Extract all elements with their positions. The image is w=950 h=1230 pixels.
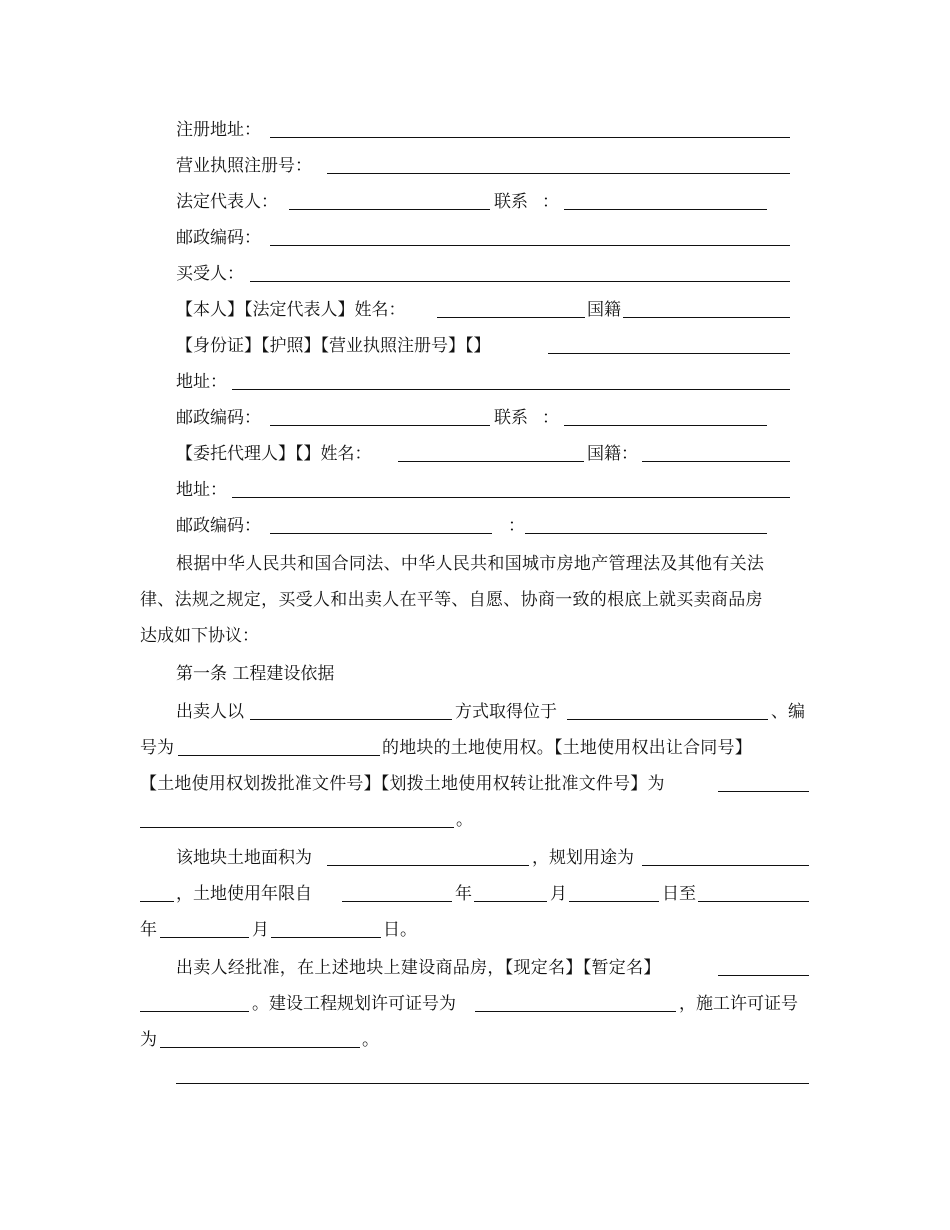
article-1-p3-line2 <box>0 994 950 1014</box>
field-reg-address <box>0 120 950 140</box>
label-agent-colon: ： <box>508 516 525 536</box>
blank-construction-permit[interactable] <box>160 1047 360 1048</box>
label-agent-address: 地址： <box>176 480 227 500</box>
field-postcode <box>0 228 950 248</box>
preamble-text-1: 根据中华人民共和国合同法、中华人民共和国城市房地产管理法及其他有关法 <box>176 554 765 574</box>
field-agent <box>0 444 950 464</box>
article-1-p3-line3 <box>0 1030 950 1050</box>
label-biz-license: 营业执照注册号： <box>176 156 312 176</box>
blank-to-day[interactable] <box>271 937 381 938</box>
label-agent-nationality: 国籍： <box>587 444 638 464</box>
label-buyer-address: 地址： <box>176 372 227 392</box>
label-buyer: 买受人： <box>176 264 244 284</box>
blank-location[interactable] <box>567 719 768 720</box>
blank-approval-no-a[interactable] <box>718 791 809 792</box>
text-land-use-right: 的地块的土地使用权。【土地使用权出让合同号】 <box>382 738 752 758</box>
field-buyer-address <box>0 372 950 392</box>
label-buyer-contact: 联系 <box>494 408 528 428</box>
label-reg-address: 注册地址： <box>176 120 261 140</box>
text-year-1: 年 <box>455 884 472 904</box>
label-contact-colon: ： <box>542 192 559 212</box>
text-month-2: 月 <box>252 920 269 940</box>
article-1-p2-line3 <box>0 920 950 940</box>
article-1-p2-line2 <box>0 884 950 904</box>
text-land-area: 该地块土地面积为 <box>176 848 312 868</box>
blank-biz-license[interactable] <box>327 173 790 174</box>
field-buyer-name <box>0 300 950 320</box>
blank-planned-use-a[interactable] <box>642 865 809 866</box>
article-1-p1-line4 <box>0 810 950 830</box>
blank-planning-permit[interactable] <box>475 1011 676 1012</box>
blank-land-area[interactable] <box>327 865 529 866</box>
text-construction-permit: ，施工许可证号 <box>679 994 798 1014</box>
blank-agent-address[interactable] <box>232 497 790 498</box>
blank-acquire-method[interactable] <box>250 719 452 720</box>
field-biz-license <box>0 156 950 176</box>
field-id-docs <box>0 336 950 356</box>
trailing-blank-line <box>0 1066 950 1086</box>
label-contact: 联系 <box>494 192 528 212</box>
blank-trailing[interactable] <box>176 1083 809 1084</box>
article-1-p1-line3 <box>0 774 950 794</box>
label-buyer-postcode: 邮政编码： <box>176 408 261 428</box>
blank-project-name-a[interactable] <box>718 975 809 976</box>
text-day-to: 日至 <box>662 884 696 904</box>
blank-from-day[interactable] <box>569 901 659 902</box>
text-project-name: 出卖人经批准，在上述地块上建设商品房，【现定名】【暂定名】 <box>176 958 661 978</box>
blank-contact[interactable] <box>564 209 767 210</box>
blank-postcode[interactable] <box>270 245 790 246</box>
blank-agent-nationality[interactable] <box>642 461 790 462</box>
blank-buyer-nationality[interactable] <box>623 317 790 318</box>
article-1-heading <box>0 664 950 684</box>
text-number-prefix: 、编 <box>771 702 805 722</box>
preamble-line-2 <box>0 590 950 610</box>
blank-reg-address[interactable] <box>270 137 790 138</box>
label-buyer-nationality: 国籍 <box>587 300 621 320</box>
text-number-is: 号为 <box>140 738 174 758</box>
article-1-p1-line2 <box>0 738 950 758</box>
text-use-period-from: ，土地使用年限自 <box>176 884 312 904</box>
field-agent-postcode <box>0 516 950 536</box>
text-located-at: 方式取得位于 <box>455 702 557 722</box>
text-is: 为 <box>140 1030 157 1050</box>
label-agent-name: 【委托代理人】【】姓名： <box>176 444 372 464</box>
text-period-1: 。 <box>456 810 473 830</box>
preamble-text-3: 达成如下协议： <box>140 626 259 646</box>
blank-agent-contact[interactable] <box>525 533 767 534</box>
label-agent-postcode: 邮政编码： <box>176 516 261 536</box>
label-postcode: 邮政编码： <box>176 228 261 248</box>
blank-to-year-a[interactable] <box>698 901 809 902</box>
blank-approval-no-b[interactable] <box>140 827 454 828</box>
blank-buyer-postcode[interactable] <box>270 425 490 426</box>
article-1-p2-line1 <box>0 848 950 868</box>
blank-plot-number[interactable] <box>178 755 380 756</box>
text-month-1: 月 <box>550 884 567 904</box>
preamble-line-3 <box>0 626 950 646</box>
blank-id-docs[interactable] <box>548 353 790 354</box>
blank-agent-postcode[interactable] <box>270 533 492 534</box>
article-1-p1-line1 <box>0 702 950 722</box>
field-buyer <box>0 264 950 284</box>
article-1-title: 第一条 工程建设依据 <box>176 664 335 684</box>
text-seller-by: 出卖人以 <box>176 702 244 722</box>
blank-agent-name[interactable] <box>398 461 584 462</box>
blank-to-month[interactable] <box>160 937 249 938</box>
text-planned-use: ，规划用途为 <box>532 848 634 868</box>
preamble-text-2: 律、法规之规定，买受人和出卖人在平等、自愿、协商一致的根底上就买卖商品房 <box>140 590 763 610</box>
blank-from-month[interactable] <box>474 901 547 902</box>
blank-buyer-address[interactable] <box>232 389 790 390</box>
blank-from-year[interactable] <box>342 901 452 902</box>
field-agent-address <box>0 480 950 500</box>
field-legal-rep <box>0 192 950 212</box>
text-day-end: 日。 <box>383 920 417 940</box>
text-planning-permit: 。建设工程规划许可证号为 <box>252 994 456 1014</box>
preamble-line-1 <box>0 554 950 574</box>
field-buyer-postcode <box>0 408 950 428</box>
label-buyer-contact-colon: ： <box>542 408 559 428</box>
text-period-2: 。 <box>362 1030 379 1050</box>
label-legal-rep: 法定代表人： <box>176 192 278 212</box>
label-id-docs: 【身份证】【护照】【营业执照注册号】【】 <box>176 336 491 356</box>
blank-legal-rep[interactable] <box>289 209 490 210</box>
blank-buyer-name[interactable] <box>437 317 585 318</box>
blank-buyer[interactable] <box>250 281 790 282</box>
text-approval-docs: 【土地使用权划拨批准文件号】【划拨土地使用权转让批准文件号】为 <box>140 774 665 794</box>
article-1-p3-line1 <box>0 958 950 978</box>
label-buyer-name: 【本人】【法定代表人】姓名： <box>176 300 406 320</box>
blank-project-name-b[interactable] <box>140 1011 249 1012</box>
text-year-2: 年 <box>140 920 157 940</box>
blank-buyer-contact[interactable] <box>564 425 767 426</box>
blank-planned-use-b[interactable] <box>140 901 174 902</box>
